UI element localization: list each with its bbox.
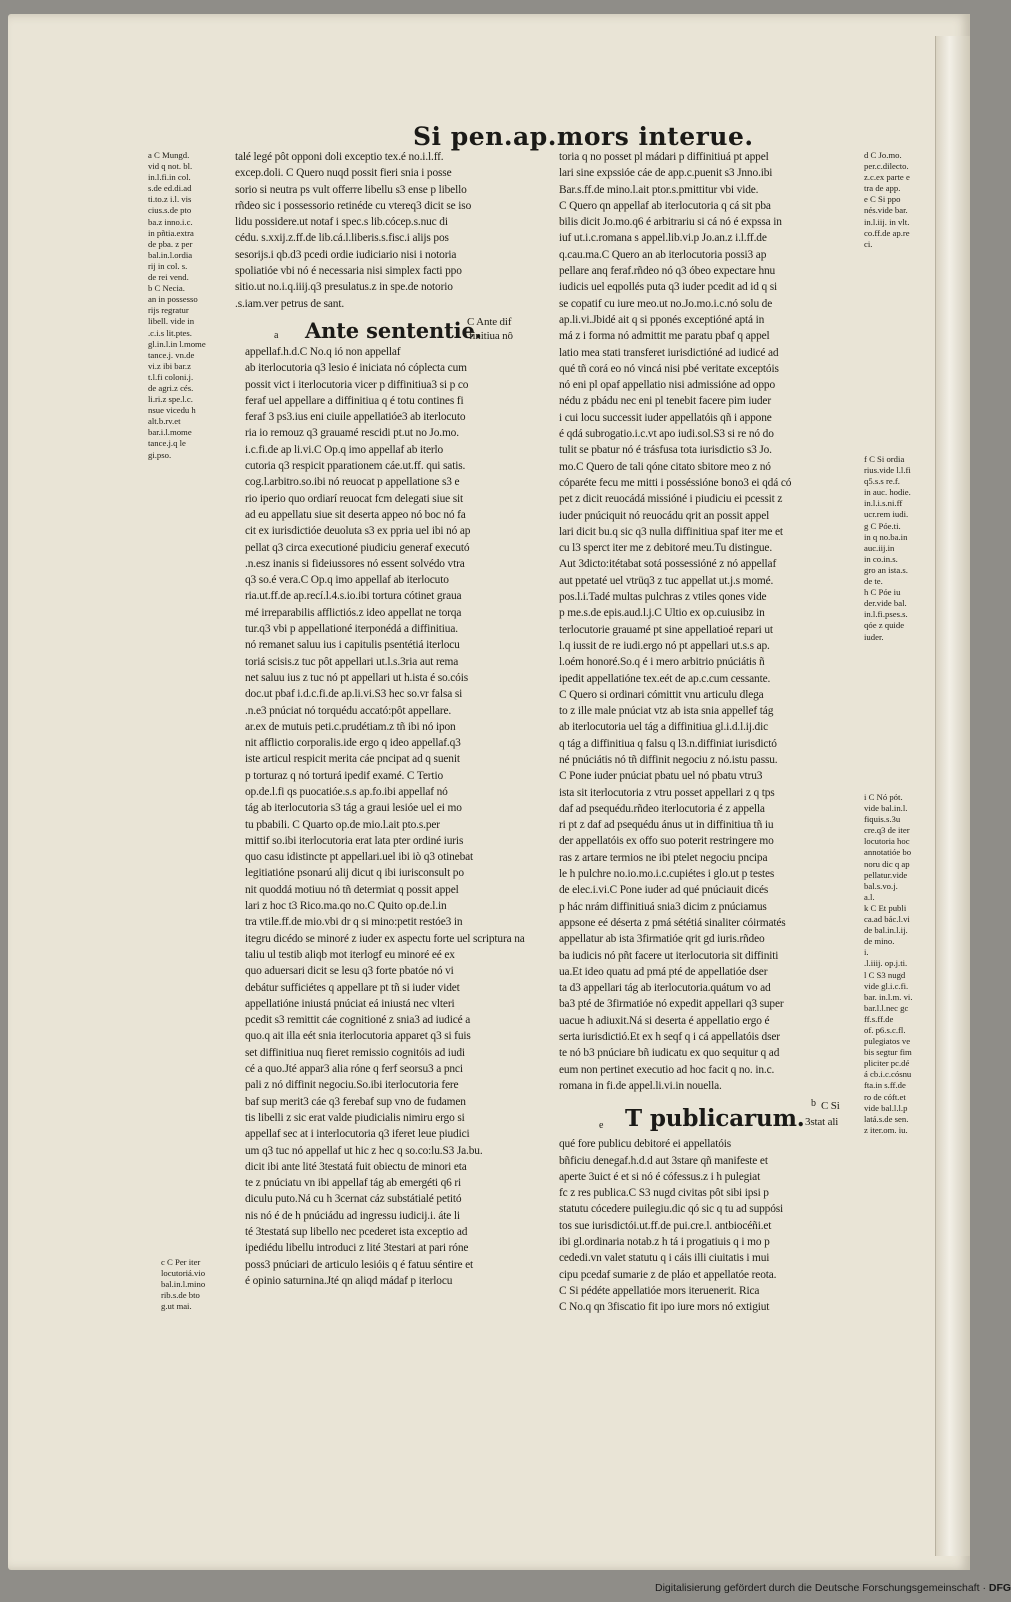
footer-credit: Digitalisierung gefördert durch die Deutsche Forschungsgemeinschaft · DFG <box>655 1582 1011 1594</box>
text-line: excep.doli. C Quero nuqd possit fieri snia i posse <box>235 167 452 180</box>
text-line: cutoria q3 respicit pparationem cáe.ut.ff. qui satis. <box>245 460 466 473</box>
text-line: C Si pédéte appellatióe mors iteruenerit. Rica <box>559 1284 760 1297</box>
text-line: iuf ut.i.c.romana s appel.lib.vi.p Jo.an.z i.l.ff.de <box>559 232 767 245</box>
text-line: legitiatióne psonarú alij dicut q ibi iurisconsult po <box>245 867 464 880</box>
text-line: de pba. z per <box>148 238 193 249</box>
text-line: bal.in.l.ordia <box>148 249 193 260</box>
text-line: an in possesso <box>148 294 198 305</box>
text-line: sorio si neutra ps vult offerre libellu s3 ense p libello <box>235 183 467 196</box>
text-line: rijs regratur <box>148 305 189 316</box>
text-line: appellaf sec at i interlocutoria q3 iferet leue piudici <box>245 1128 470 1141</box>
col2-top-text <box>559 149 857 1094</box>
text-line: de elec.i.vi.C Pone iuder ad qué pnúciauit dicés <box>559 884 769 897</box>
text-line: C No.q qn 3fiscatio fit ipo iure mors nó extigiut <box>559 1301 770 1314</box>
text-line: se copatif cu iure meo.ut no.Jo.mo.i.c.nó solu de <box>559 297 773 310</box>
text-line: qóe z quide <box>864 620 905 631</box>
text-line: set diffinitiua nuq fieret remissio cognitóis ad iudi <box>245 1046 465 1059</box>
text-line: i cui locu successit iuder appellatóis qñ i appone <box>559 411 772 424</box>
text-line: quo.q ait illa eét snia iterlocutoria apparet q3 si fuis <box>245 1030 471 1043</box>
text-line: lari dicit bu.q sic q3 nulla diffinitiua spaf iter me et <box>559 525 783 538</box>
text-line: lari z hoc t3 Rico.ma.qo no.C Quito op.de.l.in <box>245 900 447 913</box>
text-line: in pñtia.extra <box>148 227 194 238</box>
text-line: tance.j. vn.de <box>148 349 195 360</box>
text-line: de agri.z cés. <box>148 382 194 393</box>
text-line: possit vict i iterlocutoria vicer p diffinitiua3 si p co <box>245 378 469 391</box>
text-line: q.cau.ma.C Quero an ab iterlocutoria possi3 ap <box>559 248 767 261</box>
text-line: tág ab iterlocutoria s3 tág a graui lesióe uel ei mo <box>245 802 462 815</box>
text-line: pellare anq feraf.rñdeo nó q3 óbeo expectare hnu <box>559 265 776 278</box>
text-line: p me.s.de epis.aud.l.j.C Ultio ex op.cuiusibz in <box>559 607 765 620</box>
text-line: bar.i.l.mome <box>148 427 192 438</box>
text-column-left <box>235 149 535 1289</box>
text-line: in.l.i.s.ni.ff <box>864 498 903 509</box>
text-line: appsone eé déserta z pmá sététiá sinaliter cóirmatés <box>559 916 786 929</box>
text-line: tance.j.q le <box>148 438 186 449</box>
text-line: de mino. <box>864 936 895 947</box>
rubric-side-note-2: finitiua nô <box>469 329 513 342</box>
text-line: in.l.fi.in col. <box>148 172 191 183</box>
text-line: dicit ibi ante lité 3testatá fuit obiectu de minori eta <box>245 1160 467 1173</box>
text-line: rñdeo sic i possessorio retinéde cu vtereq3 dicit se iso <box>235 199 472 212</box>
text-line: fiquis.s.3u <box>864 814 901 825</box>
text-line: cu l3 sperct iter me z debitoré meu.Tu distingue. <box>559 542 773 555</box>
text-line: ba3 pté de 3firmatióe nó expedit appellari q3 super <box>559 998 784 1011</box>
text-line: pcedit s3 remittit cáe cognitioné z snia3 ad iudicé a <box>245 1014 471 1027</box>
section-rubric-2: T publicarum. <box>625 1105 805 1133</box>
text-line: l.q iussit de re iudi.ergo nó pt appellari ut.s.s ap. <box>559 639 770 652</box>
text-line: tra vtile.ff.de mio.vbi dr q si mino:petit restóe3 in <box>245 916 463 929</box>
running-head: Si pen.ap.mors interue. <box>413 122 754 151</box>
text-line: op.de.l.fi qs puocatióe.s.s ap.fo.ibi appellaf nó <box>245 785 448 798</box>
text-line: ista sit iterlocutoria z vtru posset appellari z q tps <box>559 786 775 799</box>
text-line: q3 so.é vera.C Op.q imo appellaf ab iterlocuto <box>245 574 449 587</box>
text-line: k C Et publi <box>864 902 907 913</box>
text-line: nit afflictio corporalis.ide ergo q ideo appellaf.q3 <box>245 737 461 750</box>
text-line: um q3 tuc nó appellaf ut hic z hec q so.co:lu.S3 Ja.bu. <box>245 1144 483 1157</box>
text-line: feraf uel appellare a diffinitiua q é totu contines fi <box>245 394 464 407</box>
text-line: l.oém honoré.So.q é i mero arbitrio pnúciátis ñ <box>559 656 765 669</box>
text-line: uacue h adiuxit.Ná si deserta é appellatio ergo é <box>559 1014 770 1027</box>
text-line: itegru dicédo se minoré z iuder ex aspectu forte uel scriptura na <box>245 932 525 945</box>
text-line: te nó b3 pnúciare bñ iudicatu ex quo sequitur q ad <box>559 1047 780 1060</box>
text-line: net saluu ius z tuc nó pt appellari ut h.ista é so.cóis <box>245 671 468 684</box>
right-gloss-middle <box>864 454 934 643</box>
text-line: vid q not. bl. <box>148 161 193 172</box>
text-line: C Quero si ordinari cómittit vnu articulu dlega <box>559 688 764 701</box>
text-line: le h pulchre no.io.mo.i.c.cupiétes i glo.ut p testes <box>559 868 775 881</box>
text-line: ff.s.ff.de <box>864 1013 894 1024</box>
text-line: nés.vide bar. <box>864 205 908 216</box>
text-line: aut ppetaté uel vtrüq3 z tuc appellat ut.j.s momé. <box>559 574 774 587</box>
text-line: gi.pso. <box>148 449 172 460</box>
text-line: ba iudicis nó pñt facere ut iterlocutoria sit diffiniti <box>559 949 779 962</box>
text-line: .c.i.s lit.ptes. <box>148 327 192 338</box>
text-line: g.ut mai. <box>161 1301 192 1312</box>
text-line: cius.s.de pto <box>148 205 192 216</box>
text-line: ibi gl.ordinaria notab.z h tá i progatiuis q i mo p <box>559 1236 770 1248</box>
text-line: cre.q3 de iter <box>864 825 910 836</box>
text-line: l C S3 nugd <box>864 969 906 980</box>
text-line: nsue vicedu h <box>148 405 196 416</box>
text-line: de bal.in.l.ij. <box>864 925 908 936</box>
text-line: in auc. hodie. <box>864 487 911 498</box>
col2-body-text <box>559 1136 857 1315</box>
text-line: in co.in.s. <box>864 553 898 564</box>
text-line: p hác nrám diffinitiuá snia3 dicim z pnúciamus <box>559 900 767 913</box>
text-line: t.l.fi coloni.j. <box>148 371 194 382</box>
text-line: vide gl.i.c.fi. <box>864 980 909 991</box>
text-line: ad eu appellatu siue sit deserta appeo nó boc nó fa <box>245 508 466 521</box>
text-line: ab iterlocutoria uel tág a diffinitiua gl.i.d.l.ij.dic <box>559 721 769 734</box>
text-line: nó eni pl opaf appellatio nisi admissióne ad oppo <box>559 379 775 392</box>
text-line: c C Per iter <box>161 1257 201 1267</box>
text-line: ri pt z daf ad psequédu ánus ut in diffinitiua tñ iu <box>559 819 774 832</box>
text-line: annotatióe bo <box>864 847 912 858</box>
text-line: a C Mungd. <box>148 150 190 160</box>
text-line: noru dic q ap <box>864 858 910 869</box>
footer-text: Digitalisierung gefördert durch die Deutsche Forschungsgemeinschaft <box>655 1582 980 1594</box>
text-line: li.ri.z spe.l.c. <box>148 394 193 405</box>
text-line: cédu. s.xxij.z.ff.de lib.cá.l.liberis.s.fisc.i alijs pos <box>235 232 449 245</box>
text-line: ria.ut.ff.de ap.recí.l.4.s.io.ibi tortura cótinet graua <box>245 590 462 603</box>
text-line: quo aduersari dicit se lesu q3 forte pbatóe nó vi <box>245 965 454 978</box>
col1-top-text <box>235 149 535 312</box>
text-line: iste articul respicit merita cáe pncipat ad q suenit <box>245 753 460 766</box>
left-gloss-top <box>148 150 230 461</box>
text-line: p torturaz q nó torturá ipedif examé. C Tertio <box>245 769 444 782</box>
text-line: pellat q3 circa executioné piudiciu generaf executó <box>245 541 470 554</box>
text-line: mittif so.ibi iterlocutoria erat lata pter ordiné iuris <box>245 834 464 847</box>
rubric2-side-note-2: 3stat ali <box>805 1116 839 1129</box>
section-rubric: Ante sententie. <box>305 317 482 343</box>
text-line: ras z artare termios ne ibi ptelet negociu pncipa <box>559 851 768 864</box>
text-line: lidu possidere.ut notaf i spec.s lib.cócep.s.nuc di <box>235 216 448 229</box>
text-line: taliu ul testib aliqb mot iterlogf eu minoré eé ex <box>245 948 455 961</box>
text-line: romana in fi.de appel.li.vi.in nouella. <box>559 1079 722 1092</box>
text-line: spoliatióe vbi nó é necessaria nisi simplex facti ppo <box>235 265 462 278</box>
text-line: co.ff.de ap.re <box>864 227 910 238</box>
text-line: pliciter pc.dé <box>864 1058 910 1069</box>
text-line: appellatur ab ista 3firmatióe qrit gd iuris.rñdeo <box>559 933 765 946</box>
text-line: z.c.ex parte e <box>864 172 910 183</box>
text-line: C Pone iuder pnúciat pbatu uel nó pbatu vtru3 <box>559 770 763 783</box>
text-line: serta iurisdictió.Et ex h seqf q i cá appellatóis dser <box>559 1031 780 1044</box>
text-line: nédu z pbádu nec eni pl tenebit facere pim iuder <box>559 395 771 408</box>
text-line: rio iperio quo ordiarí reuocat fcm delegati siue sit <box>245 492 464 505</box>
text-line: bar. in.l.m. vi. <box>864 991 913 1002</box>
text-line: iudicis uel eqpollés puta q3 iuder pcedit ad id q si <box>559 281 778 294</box>
text-line: ro de cóft.et <box>864 1091 906 1102</box>
text-line: eum non pertinet executio ad hoc facit q no. in.c. <box>559 1063 775 1076</box>
text-line: de rei vend. <box>148 272 189 283</box>
text-line: rius.vide l.l.fi <box>864 465 911 476</box>
text-line: appellaf.h.d.C No.q ió non appellaf <box>245 345 401 358</box>
left-gloss-bottom <box>161 1257 235 1312</box>
text-line: mo.C Quero de tali qóne citato sbitore meo z nó <box>559 460 771 473</box>
text-line: ar.ex de mutuis peti.c.prudétiam.z tñ ibi nó ipon <box>245 720 456 733</box>
text-line: bis segtur fim <box>864 1047 912 1058</box>
rubric-side-note: C Ante dif <box>467 315 512 328</box>
text-line: .l.iiij. op.j.ti. <box>864 958 908 969</box>
text-line: f C Si ordia <box>864 454 905 464</box>
text-line: in.l.iij. in vlt. <box>864 216 910 227</box>
text-line: fc z res publica.C S3 nugd civitas pôt sibi ipsi p <box>559 1187 769 1200</box>
gloss-marker-e: e <box>599 1120 604 1132</box>
text-line: g C Póe.ti. <box>864 520 901 531</box>
text-line: cé a quo.Jté appar3 alia róne q ferf seorsu3 a pnci <box>245 1063 463 1076</box>
text-line: per.c.dilecto. <box>864 161 909 172</box>
text-line: ap.li.vi.Jbidé ait q si pponés exceptióné aptá in <box>559 313 765 326</box>
text-line: bal.s.vo.j. <box>864 880 898 891</box>
text-line: Aut 3dicto:itétabat sotá possessióné z nó appellaf <box>559 558 777 571</box>
text-line: nit quoddá motiuu nó tñ determiat q possit appel <box>245 883 459 896</box>
text-line: bñficiu denegaf.h.d.d aut 3stare qñ manifeste et <box>559 1154 768 1167</box>
text-line: d C Jo.mo. <box>864 150 902 160</box>
text-line: latá.s.de sen. <box>864 1113 909 1124</box>
text-line: qué fore publicu debitoré ei appellatóis <box>559 1138 732 1151</box>
text-line: e C Si ppo <box>864 194 901 205</box>
text-line: lari sine expssióe cáe de app.c.puenit s3 Jnno.ibi <box>559 167 773 180</box>
text-line: pellatur.vide <box>864 869 908 880</box>
text-line: ipedit appellatióne tex.eét de ap.c.cum cessante. <box>559 672 771 685</box>
text-line: latio mea stati transferet iurisdictióné ad iudicé ad <box>559 346 779 359</box>
text-line: .s.iam.ver petrus de sant. <box>235 297 345 310</box>
text-line: debátur sufficiétes q appellare pt tñ si iuder videt <box>245 981 460 994</box>
text-line: tu pbabili. C Quarto op.de mio.l.ait pto.s.per <box>245 818 440 831</box>
text-line: of. p6.s.c.fl. <box>864 1024 906 1035</box>
text-line: cóparéte fecu me mitti i posséssióne bono3 ei qdá có <box>559 476 792 489</box>
text-line: terlocutorie grauamé pt sine appellatioé repari ut <box>559 623 773 636</box>
text-line: bal.in.l.mino <box>161 1279 206 1290</box>
rubric2-marker: b <box>811 1098 816 1110</box>
text-line: ci. <box>864 238 873 249</box>
rubric-row-2 <box>559 1100 857 1136</box>
text-line: né pnúciátis nó tñ diffinit negociu z nó.istu passu. <box>559 753 778 766</box>
text-line: bar.l.l.nec gc <box>864 1002 909 1013</box>
text-line: C Quero qn appellaf ab iterlocutoria q cá sit pba <box>559 199 771 212</box>
gloss-marker-a: a <box>274 329 279 341</box>
text-line: baf sup merit3 cáe q3 ferebaf sup vno de fudamen <box>245 1095 466 1108</box>
text-line: rij in col. s. <box>148 260 188 271</box>
text-line: té 3testatá sup libello nec pcederet ista exceptio ad <box>245 1226 468 1238</box>
text-line: pos.l.i.Tadé multas pulchras z vtiles qones vide <box>559 591 767 604</box>
rubric2-side-note: C Si <box>821 1100 840 1113</box>
text-line: diculu puto.Ná cu h 3cernat cáz substátialé petitó <box>245 1193 462 1206</box>
text-line: doc.ut pbaf i.d.c.fi.de ap.li.vi.S3 hec so.vr falsa si <box>245 688 463 701</box>
rubric-row <box>235 316 535 344</box>
text-line: z iter.om. iu. <box>864 1124 908 1135</box>
text-line: in.l.fi.pses.s. <box>864 609 908 620</box>
text-line: ti.to.z i.l. vis <box>148 194 192 205</box>
text-line: .n.e3 pnúciat nó torquédu accató:pôt appellare. <box>245 704 452 717</box>
text-line: auc.iij.in <box>864 542 895 553</box>
text-line: tos sue iurisdictói.ut.ff.de pui.cre.l. antbiocéñi.et <box>559 1219 772 1232</box>
text-line: cit ex iurisdictióe deuoluta s3 ex ppria uel ibi nó ap <box>245 525 471 538</box>
text-line: iuder pnúciquit nó reuocádu qrit an possit appel <box>559 509 770 522</box>
page-edge <box>935 36 970 1556</box>
text-line: s.de ed.di.ad <box>148 183 192 194</box>
text-line: a.l. <box>864 891 875 902</box>
text-line: te z pnúciatu vn ibi appellaf tág ab emergéti q6 ri <box>245 1177 462 1190</box>
text-line: pali z nó diffinit negociu.So.ibi iterlocutoria fere <box>245 1079 459 1092</box>
text-line: é opinio saturnina.Jté qn aliqd mádaf p iterlocu <box>245 1274 453 1287</box>
text-line: q5.s.s re.f. <box>864 476 900 487</box>
col1-body-text <box>235 344 535 1289</box>
text-line: ca.ad bác.l.vi <box>864 914 910 925</box>
text-line: toriá scisis.z tuc pôt appellari ut.l.s.3ria aut rema <box>245 655 459 668</box>
text-line: nó remanet saluu ius i capitulis psentétiá iterlocu <box>245 639 460 652</box>
text-line: locutoriá.vio <box>161 1268 206 1279</box>
text-line: toria q no posset pl mádari p diffinitiuá pt appel <box>559 151 769 163</box>
text-line: ipediédu libellu introduci z lité 3testari at pari róne <box>245 1242 469 1255</box>
text-line: Bar.s.ff.de mino.l.ait ptor.s.pmittitur vbi vide. <box>559 183 759 196</box>
text-line: iuder. <box>864 631 884 642</box>
text-line: vide bal.l.l.p <box>864 1102 908 1113</box>
text-line: .n.esz inanis si fideiussores nó essent solvédo vtra <box>245 557 465 570</box>
text-line: b C Necia. <box>148 283 185 294</box>
text-line: ria io remouz q3 grauamé rescidi pt.ut no Jo.mo. <box>245 427 459 440</box>
text-line: de te. <box>864 576 883 587</box>
book-page <box>8 14 970 1570</box>
text-line: tis libelli z sic erat valde piudicialis nimiru ergo si <box>245 1111 465 1124</box>
text-line: pulegiatos ve <box>864 1036 911 1047</box>
text-line: rib.s.de bto <box>161 1290 200 1301</box>
text-line: statutu cócedere puilegiu.dic qó sic q tu ad suppósi <box>559 1203 784 1216</box>
text-line: i. <box>864 947 869 958</box>
text-line: alt.b.rv.et <box>148 416 181 427</box>
text-line: é qdá subrogatio.i.c.vt apo iudi.sol.S3 si re nó do <box>559 428 774 441</box>
text-line: talé legé pôt opponi doli exceptio tex.é no.i.l.ff. <box>235 151 444 163</box>
text-line: fta.in s.ff.de <box>864 1080 906 1091</box>
text-line: nis nó é de h pnúciádu ad ingressu iudicij.i. áte li <box>245 1209 460 1222</box>
text-line: poss3 pnúciari de articulo lesióis q é fatuu séntire et <box>245 1258 474 1271</box>
text-line: ucr.rem iudi. <box>864 509 909 520</box>
text-line: ua.Et ideo quatu ad pmá pté de appellatióe dser <box>559 965 768 978</box>
text-line: gro an ista.s. <box>864 564 908 575</box>
text-line: má z i forma nó admittit me paratu pbaf q appel <box>559 330 770 343</box>
text-line: pet z dicit reuocádá missióné i piudiciu ei pcessit z <box>559 493 783 506</box>
right-gloss-lower <box>864 792 934 1136</box>
text-line: libell. vide in <box>148 316 195 327</box>
text-line: ta d3 appellari tág ab iterlocutoria.quátum vo ad <box>559 982 771 995</box>
text-line: cededi.vn valet statutu q i cáis illi ciuitatis i mui <box>559 1252 770 1265</box>
text-line: á cb.i.c.cósnu <box>864 1069 912 1080</box>
text-line: daf ad psequédu.rñdeo iterlocutoria é z appella <box>559 802 765 815</box>
text-line: gl.in.l.in l.mome <box>148 338 206 349</box>
text-line: to z ille male pnúciat vtz ab ista snia appellef tág <box>559 705 774 718</box>
text-line: sesorijs.i qb.d3 pcedi ordie iudiciario nisi i notoria <box>235 248 457 261</box>
text-line: sitio.ut no.i.q.iiij.q3 presulatus.z in spe.de notorio <box>235 281 453 294</box>
text-line: vi.z ibi bar.z <box>148 360 191 371</box>
text-line: vide bal.in.l. <box>864 803 908 814</box>
text-line: ba.z inno.i.c. <box>148 216 193 227</box>
text-line: cog.l.arbitro.so.ibi nó reuocat p appellatione s3 e <box>245 476 460 489</box>
text-line: qué tñ corá eo nó vincá nisi pbé veritate exceptóis <box>559 362 779 375</box>
text-line: in q no.ba.in <box>864 531 908 542</box>
text-line: tulit se pbatur nó é trásfusa tota iurisdictio s3 Jo. <box>559 444 772 457</box>
text-line: h C Póe iu <box>864 587 901 598</box>
text-column-right <box>559 149 857 1315</box>
text-line: i.c.fi.de ap li.vi.C Op.q imo appellaf ab iterlo <box>245 443 444 456</box>
text-line: q tág a diffinitiua q falsu q l3.n.diffiniat iurisdictó <box>559 737 777 750</box>
text-line: ab iterlocutoria q3 lesio é iniciata nó cóplecta cum <box>245 362 467 375</box>
text-line: appellatióne iniustá pnúciat eá iniustá nec vlteri <box>245 997 455 1010</box>
text-line: bilis dicit Jo.mo.q6 é arbitrariu si cá nó é expssa in <box>559 216 782 229</box>
text-line: locutoria hoc <box>864 836 910 847</box>
text-line: tra de app. <box>864 183 901 194</box>
text-line: cipu pcedaf sumarie z de pláo et appellatóe reota. <box>559 1268 777 1281</box>
text-line: mé irreparabilis afflictiós.z ideo appellat ne torqa <box>245 606 462 619</box>
dfg-logo: DFG <box>988 1582 1011 1594</box>
text-line: tur.q3 vbi p appellationé iterponédá a diffinitiua. <box>245 623 458 636</box>
text-line: quo casu idistincte pt appellari.uel ibi iò q3 otinebat <box>245 851 474 864</box>
right-gloss-top <box>864 150 934 250</box>
text-line: i C Nó pót. <box>864 792 903 802</box>
text-line: aperte 3uict é et si nó é cófessus.z i h pulegiat <box>559 1170 761 1183</box>
text-line: der appellatóis ex offo suo poterit restringere mo <box>559 835 774 848</box>
text-line: feraf 3 ps3.ius eni ciuile appellatióe3 ab iterlocuto <box>245 411 466 424</box>
text-line: der.vide bal. <box>864 598 907 609</box>
